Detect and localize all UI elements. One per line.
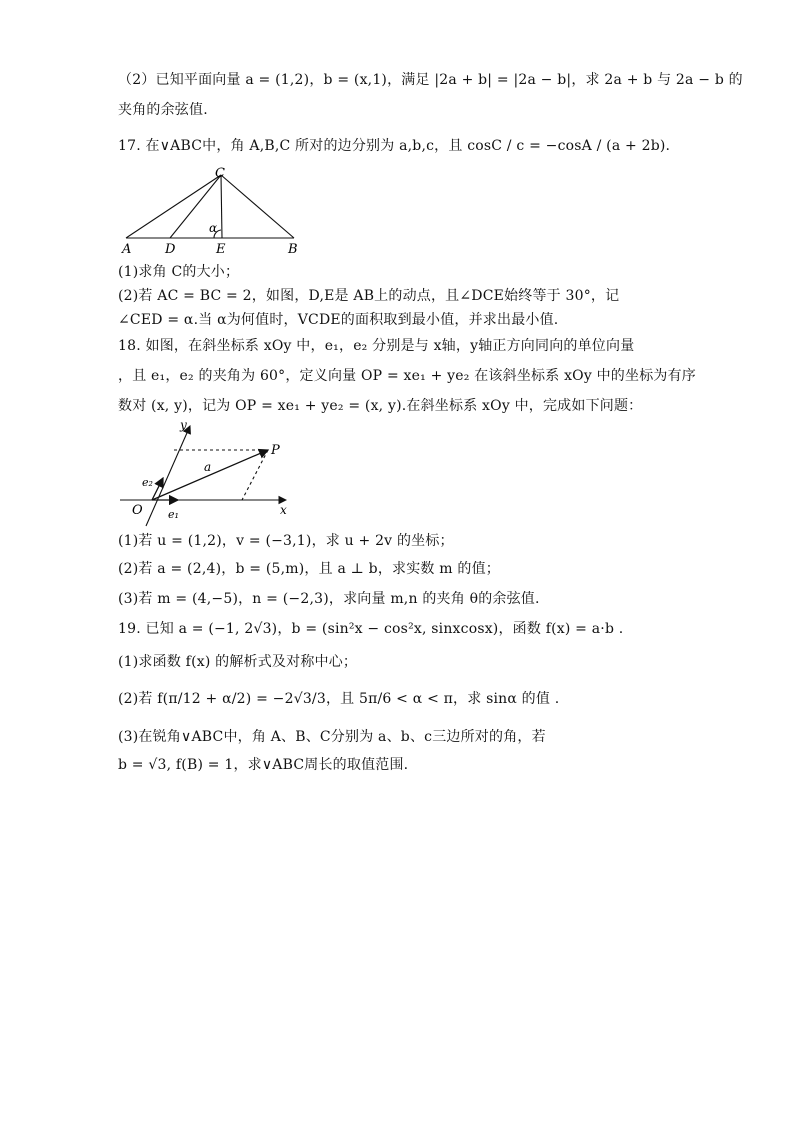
p18-q1: (1)若 u = (1,2)，v = (−3,1)，求 u + 2v 的坐标； [118,533,454,549]
label-D: D [165,242,176,257]
p17-q2-line1: (2)若 AC = BC = 2，如图，D,E是 AB上的动点，且∠DCE始终等于 30°，记 [118,288,620,304]
label-P: P [271,443,280,458]
p17-q1: (1)求角 C的大小； [118,264,240,280]
p17-stem: 17. 在∨ABC中，角 A,B,C 所对的边分别为 a,b,c，且 cosC / c = −cosA / (a + 2b). [118,138,671,154]
p19-stem: 19. 已知 a = (−1, 2√3)，b = (sin²x − cos²x, sinxcosx)，函数 f(x) = a·b . [118,621,624,637]
label-e1: e₁ [168,508,179,521]
p16-part2-line1: （2）已知平面向量 a = (1,2)，b = (x,1)，满足 |2a + b| = |2a − b|，求 2a + b 与 2a − b 的 [118,72,743,88]
p19-q2: (2)若 f(π/12 + α/2) = −2√3/3，且 5π/6 < α < π，求 sinα 的值 . [118,691,560,707]
p18-stem-line1: 18. 如图，在斜坐标系 xOy 中，e₁，e₂ 分别是与 x轴，y轴正方向同向的单位向量 [118,338,635,354]
triangle-figure [118,165,308,257]
label-vector-a: a [204,460,212,474]
p19-q1: (1)求函数 f(x) 的解析式及对称中心； [118,654,358,670]
label-alpha: α [209,221,218,235]
label-E: E [216,242,226,257]
p19-q3-line1: (3)在锐角∨ABC中，角 A、B、C分别为 a、b、c三边所对的角，若 [118,729,546,745]
p18-q2: (2)若 a = (2,4)，b = (5,m)，且 a ⊥ b，求实数 m 的值； [118,561,500,577]
p18-q3: (3)若 m = (4,−5)，n = (−2,3)，求向量 m,n 的夹角 θ的余弦值. [118,591,540,607]
label-B: B [288,242,298,257]
label-A: A [122,242,132,257]
p16-part2-line2: 夹角的余弦值. [118,102,208,118]
p18-stem-line2: ，且 e₁，e₂ 的夹角为 60°，定义向量 OP = xe₁ + ye₂ 在该斜坐标系 xOy 中的坐标为有序 [118,368,697,384]
p18-stem-line3: 数对 (x, y)，记为 OP = xe₁ + ye₂ = (x, y).在斜坐标系 xOy 中，完成如下问题： [118,398,643,414]
p19-q3-line2: b = √3, f(B) = 1，求∨ABC周长的取值范围. [118,757,409,773]
oblique-coordinate-figure [118,418,298,528]
label-y-axis: y [180,418,187,432]
label-C: C [215,166,225,181]
p17-q2-line2: ∠CED = α.当 α为何值时，VCDE的面积取到最小值，并求出最小值. [118,312,559,328]
label-e2: e₂ [142,476,153,489]
label-x-axis: x [280,503,287,517]
label-origin: O [132,503,143,518]
